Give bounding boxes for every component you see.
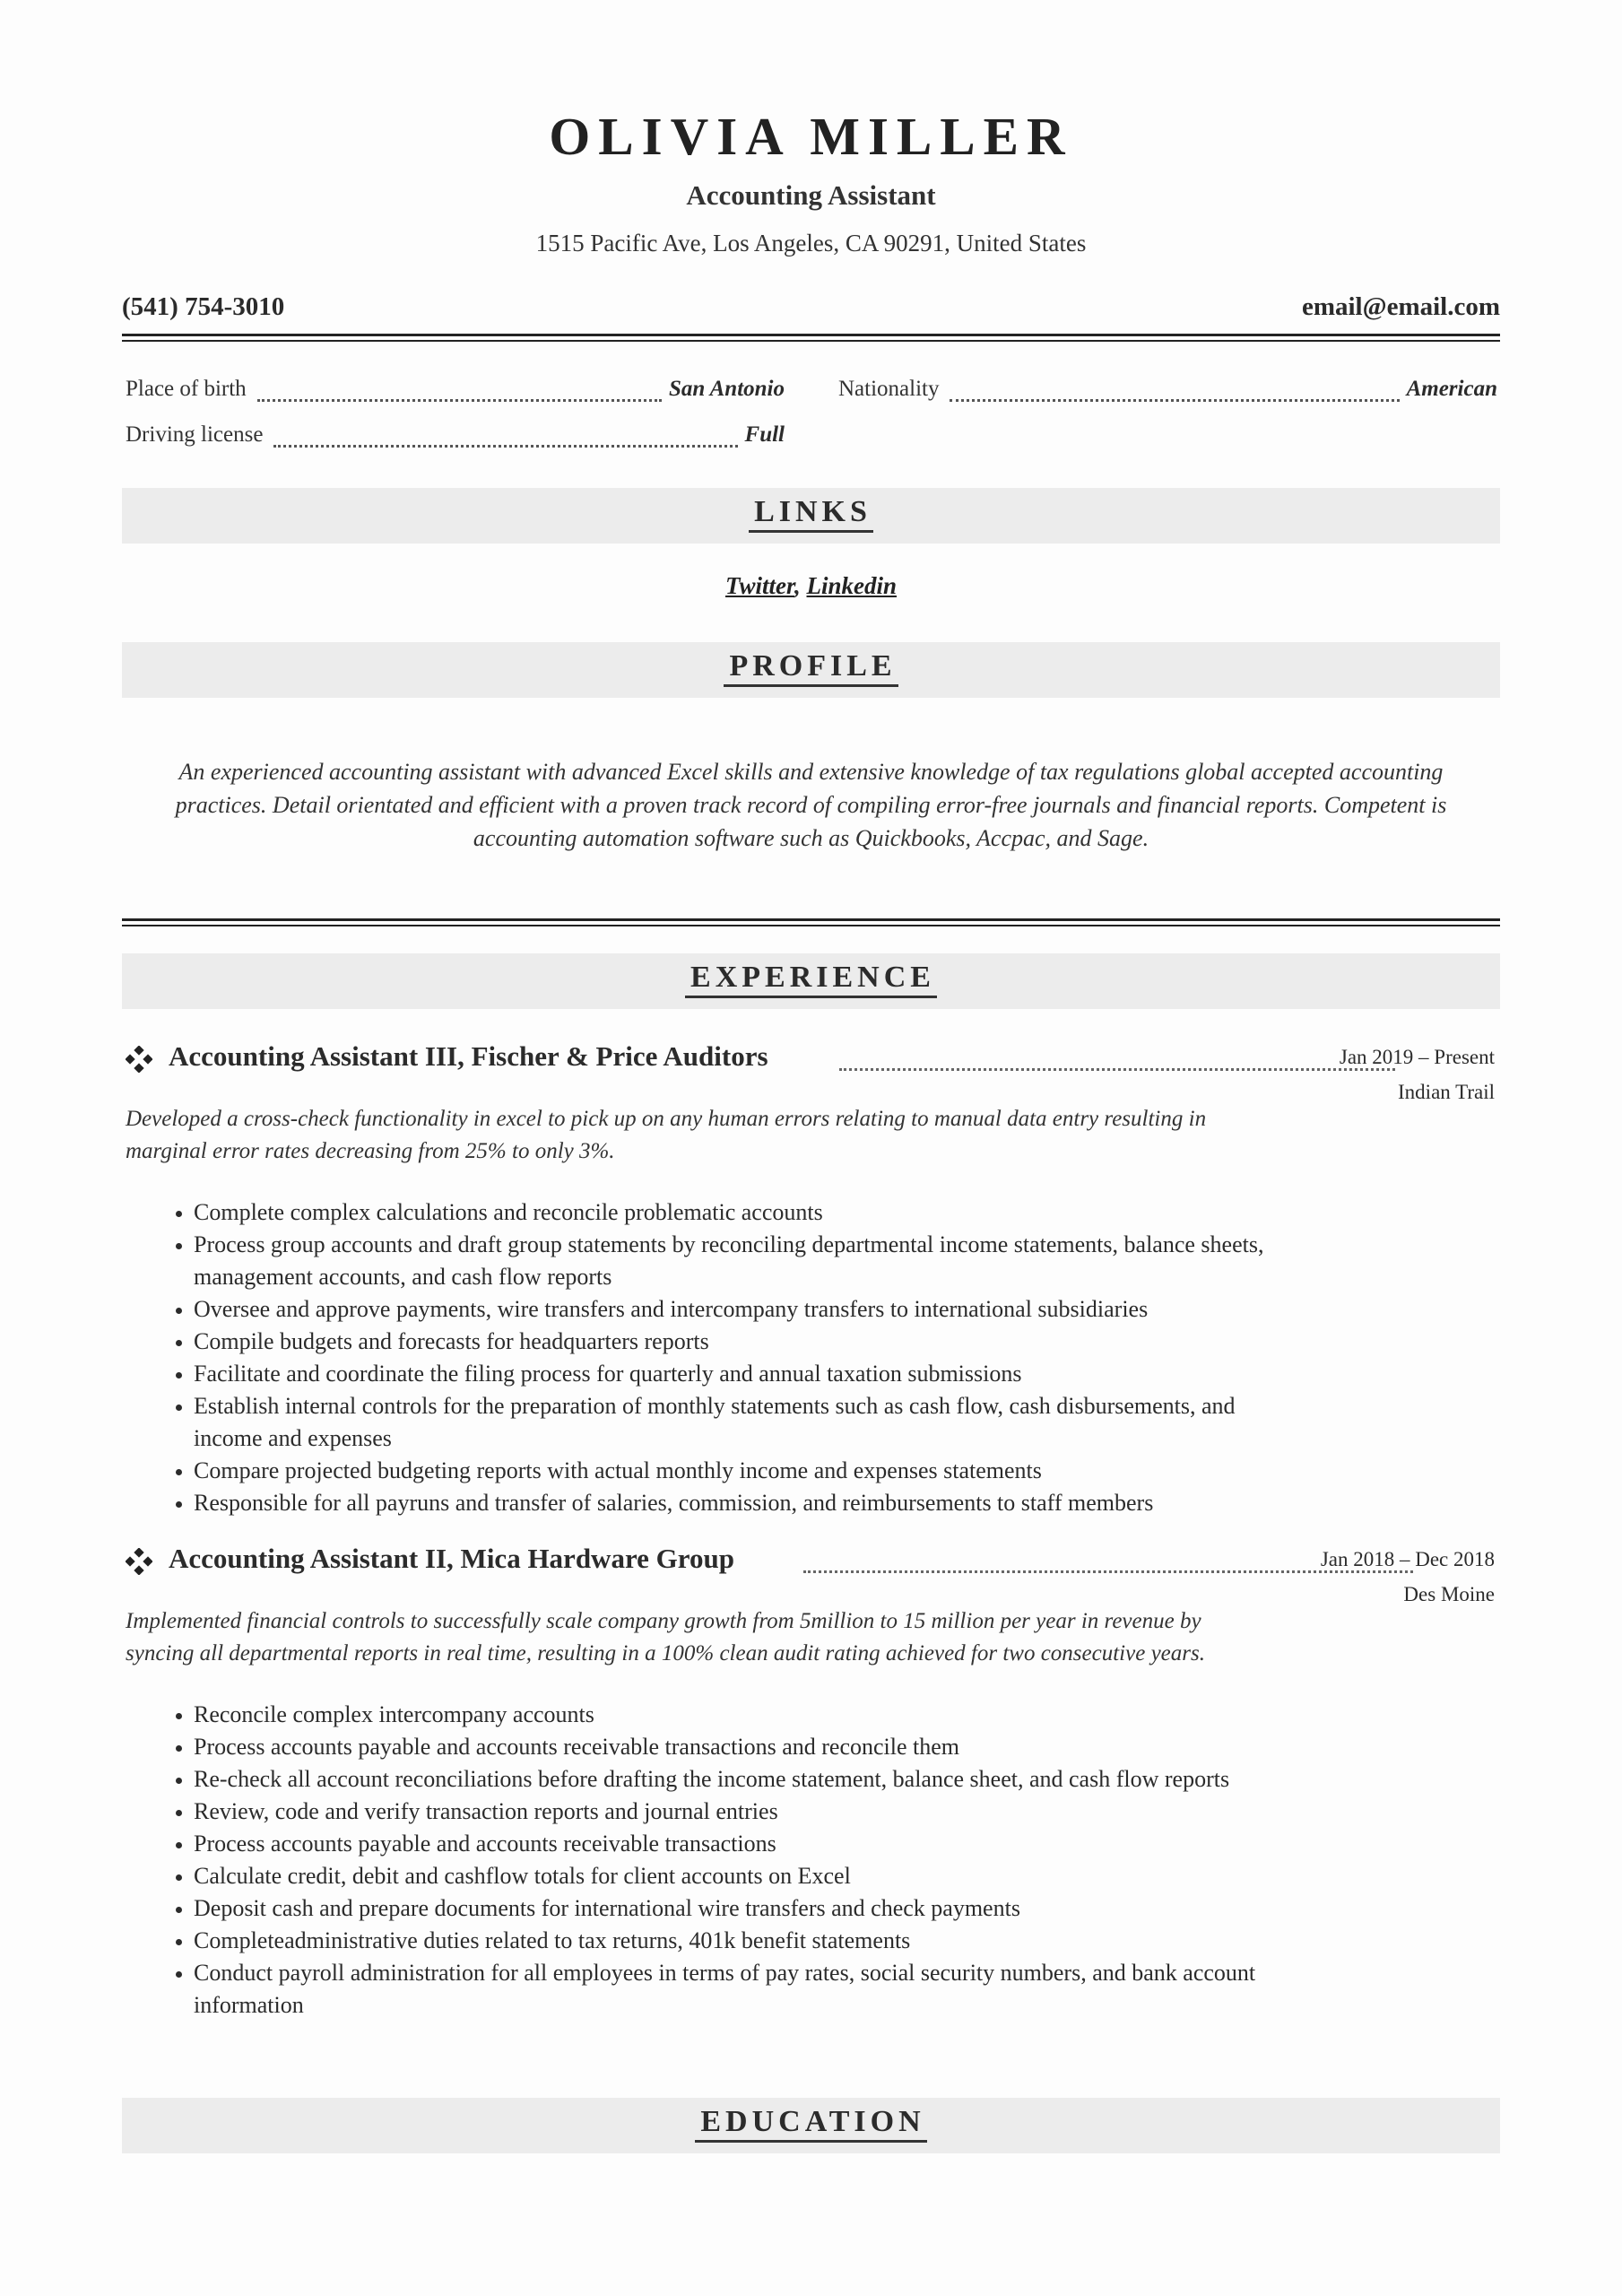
leader-dots	[950, 398, 1399, 402]
address: 1515 Pacific Ave, Los Angeles, CA 90291, United States	[535, 230, 1087, 257]
leader-dots	[839, 1067, 1395, 1071]
section-header-links	[122, 488, 1500, 544]
detail-value: American	[1406, 377, 1497, 401]
detail-value: Full	[744, 422, 785, 447]
responsibility-item: • Establish internal controls for the preparation of monthly statements such as cash flow, cash disbursements, and income and expenses	[194, 1390, 1270, 1455]
responsibility-item: • Process accounts payable and accounts receivable transactions and reconcile them	[194, 1731, 1270, 1763]
detail-label: Nationality	[838, 377, 940, 401]
responsibility-item: • Facilitate and coordinate the filing process for quarterly and annual taxation submissions	[194, 1358, 1270, 1390]
responsibility-item: • Compile budgets and forecasts for headquarters reports	[194, 1326, 1270, 1358]
section-title: EDUCATION	[695, 2105, 926, 2143]
contact-row	[122, 292, 1500, 328]
responsibility-item: • Reconcile complex intercompany accounts	[194, 1699, 1270, 1731]
responsibility-item: • Conduct payroll administration for all employees in terms of pay rates, social security numbers, and bank account information	[194, 1957, 1270, 2022]
responsibility-item: • Process accounts payable and accounts receivable transactions	[194, 1828, 1270, 1860]
responsibility-item: • Re-check all account reconciliations before drafting the income statement, balance sheet, and cash flow reports	[194, 1763, 1270, 1796]
twitter-link[interactable]: Twitter	[724, 572, 794, 599]
diamond-bullet-icon	[126, 1548, 152, 1575]
job-description: Implemented financial controls to successfully scale company growth from 5million to 15 million per year in revenue by syncing all departmental reports in real time, resulting in a 100% clean audit rating achieved for two consecutive years.	[126, 1609, 1205, 1665]
section-title: LINKS	[749, 495, 873, 533]
responsibility-item: • Deposit cash and prepare documents for international wire transfers and check payments	[194, 1892, 1270, 1925]
detail-nationality	[838, 377, 1497, 407]
detail-label: Driving license	[126, 422, 264, 447]
responsibility-item: • Review, code and verify transaction reports and journal entries	[194, 1796, 1270, 1828]
section-header-profile	[122, 642, 1500, 698]
job-dates: Jan 2018 – Dec 2018	[1320, 1548, 1495, 1570]
detail-place-of-birth	[126, 377, 785, 407]
job-responsibilities	[152, 1699, 1270, 2022]
section-title: EXPERIENCE	[685, 961, 937, 998]
profile-summary: An experienced accounting assistant with advanced Excel skills and extensive knowledge of tax regulations global accepted accounting practices. Detail orientated and efficient with a proven track record of compiling error-free journals and financial reports. Competent is accounting automation software such as Quickbooks, Accpac, and Sage.	[175, 759, 1447, 851]
diamond-bullet-icon	[126, 1046, 152, 1073]
section-title: PROFILE	[724, 649, 898, 687]
responsibility-item: • Compare projected budgeting reports with actual monthly income and expenses statements	[194, 1455, 1270, 1487]
responsibility-item: • Completeadministrative duties related to tax returns, 401k benefit statements	[194, 1925, 1270, 1957]
job-responsibilities	[152, 1196, 1270, 1519]
job-dates: Jan 2019 – Present	[1339, 1046, 1495, 1068]
responsibility-item: • Responsible for all payruns and transfer of salaries, commission, and reimbursements to staff members	[194, 1487, 1270, 1519]
detail-value: San Antonio	[668, 377, 785, 401]
section-header-education	[122, 2098, 1500, 2153]
phone-number: (541) 754-3010	[122, 292, 285, 321]
responsibility-item: • Calculate credit, debit and cashflow totals for client accounts on Excel	[194, 1860, 1270, 1892]
leader-dots	[257, 398, 662, 402]
linkedin-link[interactable]: Linkedin	[806, 572, 898, 599]
job-title: Accounting Assistant	[686, 179, 936, 211]
detail-driving-license	[126, 422, 785, 453]
job-description: Developed a cross-check functionality in excel to pick up on any human errors relating to manual data entry resulting in marginal error rates decreasing from 25% to only 3%.	[126, 1107, 1207, 1163]
links-row	[0, 572, 1622, 600]
section-header-experience	[122, 953, 1500, 1009]
candidate-name: OLIVIA MILLER	[549, 107, 1073, 166]
job-location: Des Moine	[1403, 1583, 1495, 1605]
job-heading	[122, 1543, 1500, 1582]
leader-dots	[273, 444, 737, 448]
responsibility-item: • Oversee and approve payments, wire transfers and intercompany transfers to international subsidiaries	[194, 1293, 1270, 1326]
link-separator: ,	[794, 572, 801, 599]
job-title: Accounting Assistant II, Mica Hardware Group	[169, 1543, 734, 1574]
responsibility-item: • Process group accounts and draft group statements by reconciling departmental income statements, balance sheets, management accounts, and cash flow reports	[194, 1229, 1270, 1293]
job-title: Accounting Assistant III, Fischer & Price Auditors	[169, 1040, 768, 1072]
header-divider	[122, 334, 1500, 342]
email-address: email@email.com	[1301, 292, 1500, 321]
job-heading	[122, 1040, 1500, 1080]
job-location: Indian Trail	[1398, 1081, 1495, 1103]
detail-label: Place of birth	[126, 377, 247, 401]
profile-divider	[122, 918, 1500, 926]
responsibility-item: • Complete complex calculations and reconcile problematic accounts	[194, 1196, 1270, 1229]
